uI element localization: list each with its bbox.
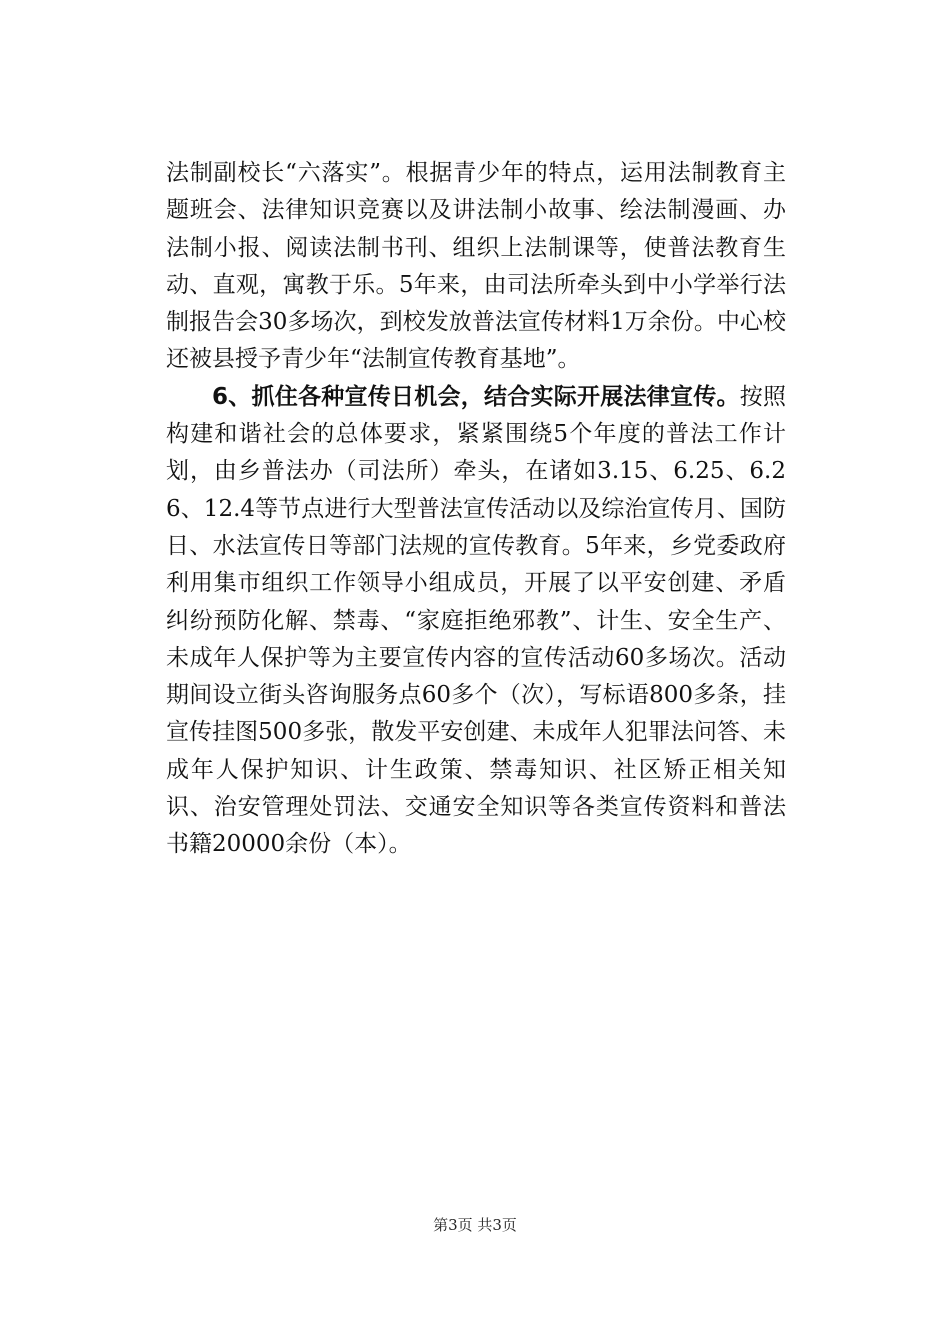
paragraph-1: 法制副校长“六落实”。根据青少年的特点，运用法制教育主题班会、法律知识竞赛以及讲法制小故事、绘法制漫画、办法制小报、阅读法制书刊、组织上法制课等，使普法教育生动、直观，寓教于乐。5年来，由司法所牵头到中小学举行法制报告会30多场次，到校发放普法宣传材料1万余份。中心校还被县授予青少年“法制宣传教育基地”。: [166, 160, 786, 373]
paragraph-2-heading: 6、抓住各种宣传日机会，结合实际开展法律宣传。: [212, 383, 740, 410]
paragraph-2-body: 按照构建和谐社会的总体要求，紧紧围绕5个年度的普法工作计划，由乡普法办（司法所）牵头，在诸如3.15、6.25、6.26、12.4等节点进行大型普法宣传活动以及综治宣传月、国防日、水法宣传日等部门法规的宣传教育。5年来，乡党委政府利用集市组织工作领导小组成员，开展了以平安创建、矛盾纠纷预防化解、禁毒、“家庭拒绝邪教”、计生、安全生产、未成年人保护等为主要宣传内容的宣传活动60多场次。活动期间设立街头咨询服务点60多个（次），写标语800多条，挂宣传挂图500多张，散发平安创建、未成年人犯罪法问答、未成年人保护知识、计生政策、禁毒知识、社区矫正相关知识、治安管理处罚法、交通安全知识等各类宣传资料和普法书籍20000余份（本）。: [166, 383, 786, 858]
page-footer: 第3页 共3页: [433, 1216, 517, 1234]
document-body: [166, 155, 786, 864]
paragraph-2: [166, 379, 786, 864]
